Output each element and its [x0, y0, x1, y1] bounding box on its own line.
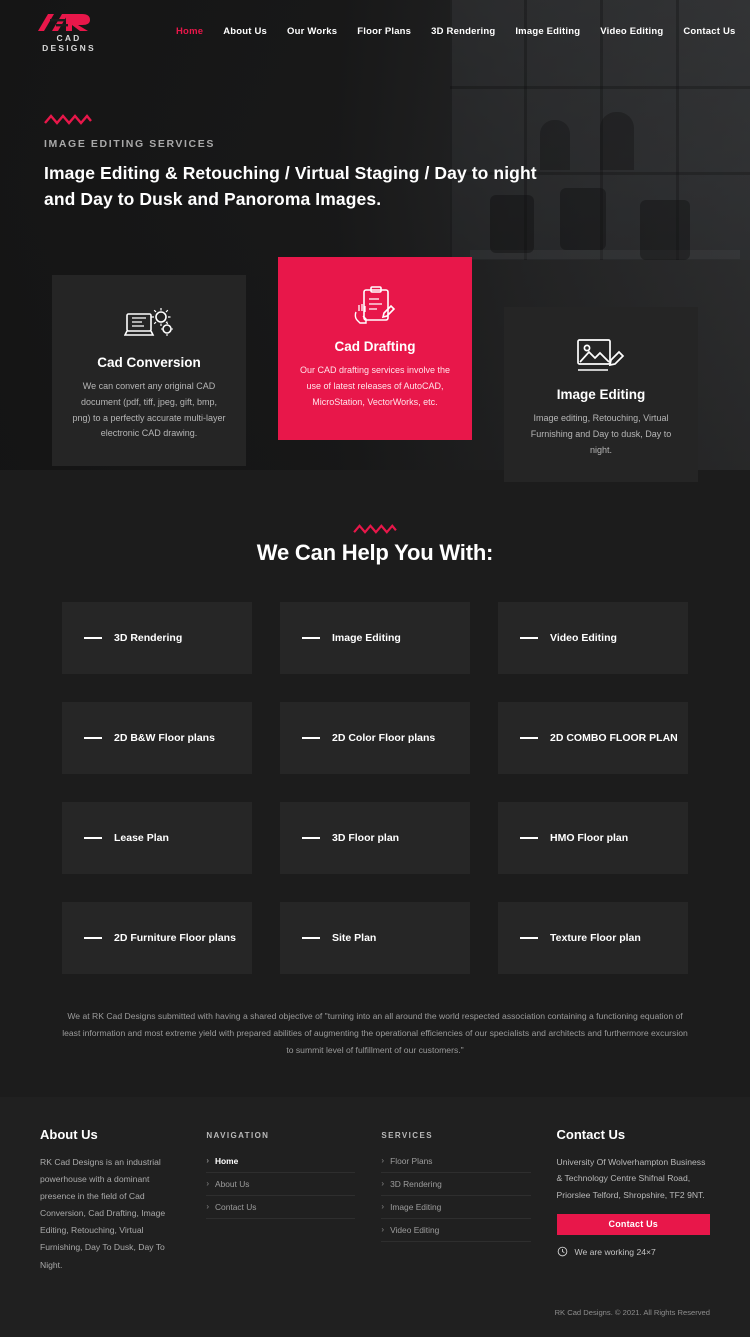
nav-item-image-editing[interactable]: Image Editing — [515, 25, 581, 37]
hero-title-line1: Image Editing & Retouching / Virtual Staging / Day to night — [44, 163, 537, 183]
dash-icon — [520, 637, 538, 639]
help-item-2d-color-floor-plans[interactable] — [280, 702, 470, 774]
footer-nav-item-home[interactable] — [206, 1150, 355, 1173]
help-item-label: 2D Furniture Floor plans — [114, 932, 236, 945]
footer-service-label: Floor Plans — [390, 1155, 433, 1166]
chevron-right-icon: › — [206, 1179, 209, 1188]
help-item-texture-floor-plan[interactable] — [498, 902, 688, 974]
footer-service-item-3d-rendering[interactable] — [381, 1173, 530, 1196]
logo[interactable] — [30, 10, 108, 53]
chevron-right-icon: › — [206, 1156, 209, 1165]
help-item-2d-bw-floor-plans[interactable] — [62, 702, 252, 774]
footer-service-label: Image Editing — [390, 1201, 442, 1212]
footer-nav-item-contact-us[interactable] — [206, 1196, 355, 1219]
dash-icon — [520, 937, 538, 939]
footer-service-item-video-editing[interactable] — [381, 1219, 530, 1242]
help-item-3d-rendering[interactable] — [62, 602, 252, 674]
dash-icon — [302, 837, 320, 839]
help-item-label: Video Editing — [550, 632, 617, 645]
footer-services-column — [381, 1127, 530, 1274]
background-chair-2 — [560, 188, 606, 250]
service-card-cad-conversion[interactable] — [52, 275, 246, 466]
footer-nav-label: Contact Us — [215, 1201, 257, 1212]
help-item-2d-furniture-floor-plans[interactable] — [62, 902, 252, 974]
dash-icon — [84, 837, 102, 839]
service-card-text: Our CAD drafting services involve the use of latest releases of AutoCAD, MicroStation, VectorWorks, etc. — [299, 365, 451, 407]
help-item-label: 2D Color Floor plans — [332, 732, 436, 745]
chevron-right-icon: › — [381, 1179, 385, 1188]
chevron-right-icon: › — [206, 1202, 209, 1211]
squiggle-decoration-2 — [0, 524, 750, 534]
service-card-text: We can convert any original CAD document (pdf, tiff, jpeg, gift, bmp, png) to a perfectly accurate multi-layer electronic CAD drawing. — [72, 381, 226, 439]
service-cards — [0, 275, 750, 482]
chevron-right-icon: › — [381, 1156, 385, 1165]
footer-service-item-floor-plans[interactable] — [381, 1150, 530, 1173]
dash-icon — [302, 737, 320, 739]
footer-about-title: About Us — [40, 1126, 98, 1142]
help-item-label: Lease Plan — [114, 832, 169, 845]
service-card-title: Cad Conversion — [97, 355, 201, 370]
service-card-cad-drafting[interactable] — [278, 257, 472, 440]
nav-item-our-works[interactable]: Our Works — [287, 25, 338, 37]
footer-nav-label: About Us — [215, 1178, 250, 1189]
squiggle-decoration — [44, 112, 560, 130]
chevron-right-icon: › — [381, 1225, 385, 1234]
footer-services-title: SERVICES — [381, 1130, 433, 1140]
dash-icon — [84, 737, 102, 739]
logo-subtitle: CAD DESIGNS — [42, 32, 96, 53]
help-item-video-editing[interactable] — [498, 602, 688, 674]
help-item-2d-combo-floor-plan[interactable] — [498, 702, 688, 774]
footer-nav-item-about-us[interactable] — [206, 1173, 355, 1196]
help-section — [0, 482, 750, 1096]
service-card-image-editing[interactable] — [504, 307, 698, 482]
hero-copy — [0, 52, 560, 213]
footer-navigation-list[interactable] — [206, 1150, 355, 1219]
footer-about-column — [40, 1127, 180, 1274]
contact-us-button[interactable]: Contact Us — [557, 1214, 710, 1235]
working-hours-label: We are working 24×7 — [574, 1247, 656, 1258]
main-navigation[interactable] — [0, 0, 750, 52]
footer-service-item-image-editing[interactable] — [381, 1196, 530, 1219]
footer-service-label: 3D Rendering — [390, 1178, 442, 1189]
footer-navigation-column — [206, 1127, 355, 1274]
help-item-hmo-floor-plan[interactable] — [498, 802, 688, 874]
help-item-lease-plan[interactable] — [62, 802, 252, 874]
footer-columns — [40, 1127, 710, 1274]
dash-icon — [520, 837, 538, 839]
nav-item-floor-plans[interactable]: Floor Plans — [357, 25, 412, 37]
dash-icon — [302, 637, 320, 639]
service-card-title: Image Editing — [556, 387, 646, 402]
footer-about-text: RK Cad Designs is an industrial powerhouse with a dominant presence in the field of Cad Conversion, Cad Drafting, Image Editing, Retouching, Virtual Furnishing, Day To Dusk, Day To Night. — [40, 1156, 166, 1270]
dash-icon — [520, 737, 538, 739]
footer-services-list[interactable] — [381, 1150, 530, 1242]
footer-service-label: Video Editing — [390, 1224, 440, 1235]
help-item-label: Image Editing — [332, 632, 401, 645]
footer-contact-column — [557, 1127, 710, 1274]
nav-item-contact-us[interactable]: Contact Us — [683, 25, 736, 37]
service-card-text: Image editing, Retouching, Virtual Furnishing and Day to dusk, Day to night. — [530, 413, 672, 455]
copyright: RK Cad Designs. © 2021. All Rights Reserved — [554, 1307, 710, 1317]
help-item-label: 3D Floor plan — [332, 832, 400, 845]
nav-item-3d-rendering[interactable]: 3D Rendering — [431, 25, 496, 37]
cad-conversion-icon — [72, 301, 226, 347]
service-card-title: Cad Drafting — [334, 339, 416, 354]
help-item-label: HMO Floor plan — [550, 832, 629, 845]
logo-mark-icon — [30, 10, 108, 32]
chevron-right-icon: › — [381, 1202, 385, 1211]
footer-address: University Of Wolverhampton Business & Technology Centre Shifnal Road, Priorslee Telford, Shropshire, TF2 9NT. — [556, 1156, 706, 1200]
footer — [0, 1097, 750, 1337]
help-item-label: Site Plan — [332, 932, 377, 945]
help-item-site-plan[interactable] — [280, 902, 470, 974]
hero-title-line2: and Day to Dusk and Panoroma Images. — [44, 189, 382, 210]
footer-contact-title: Contact Us — [556, 1126, 626, 1142]
clock-icon — [557, 1246, 568, 1259]
help-item-label: 2D B&W Floor plans — [114, 732, 215, 745]
help-heading: We Can Help You With: — [256, 540, 494, 566]
company-blurb: We at RK Cad Designs submitted with having a shared objective of "turning into an all around the world respected association containing a functioning equation of least information and most extreme yield with prepared abilities of augmenting the operational efficiencies of our specialists and architects and furthermore excursion to summit level of fulfillment of our customers." — [62, 1011, 688, 1055]
background-chair-3 — [640, 200, 690, 260]
dash-icon — [84, 637, 102, 639]
nav-links[interactable] — [166, 20, 746, 43]
help-item-image-editing[interactable] — [280, 602, 470, 674]
help-item-label: 3D Rendering — [114, 632, 183, 645]
footer-navigation-title: NAVIGATION — [206, 1130, 270, 1140]
dash-icon — [302, 937, 320, 939]
footer-nav-label: Home — [215, 1155, 239, 1166]
working-hours — [557, 1246, 710, 1259]
cad-drafting-icon — [298, 285, 452, 331]
nav-item-video-editing[interactable]: Video Editing — [600, 25, 664, 37]
dash-icon — [84, 937, 102, 939]
nav-item-home[interactable]: Home — [176, 25, 204, 37]
help-item-3d-floor-plan[interactable] — [280, 802, 470, 874]
hero-title — [44, 160, 560, 213]
help-item-label: 2D COMBO FLOOR PLAN — [550, 732, 678, 745]
nav-item-about-us[interactable]: About Us — [223, 25, 268, 37]
help-item-label: Texture Floor plan — [550, 932, 641, 945]
help-grid — [0, 566, 750, 974]
hero-eyebrow: IMAGE EDITING SERVICES — [44, 138, 215, 150]
image-editing-icon — [524, 333, 678, 379]
